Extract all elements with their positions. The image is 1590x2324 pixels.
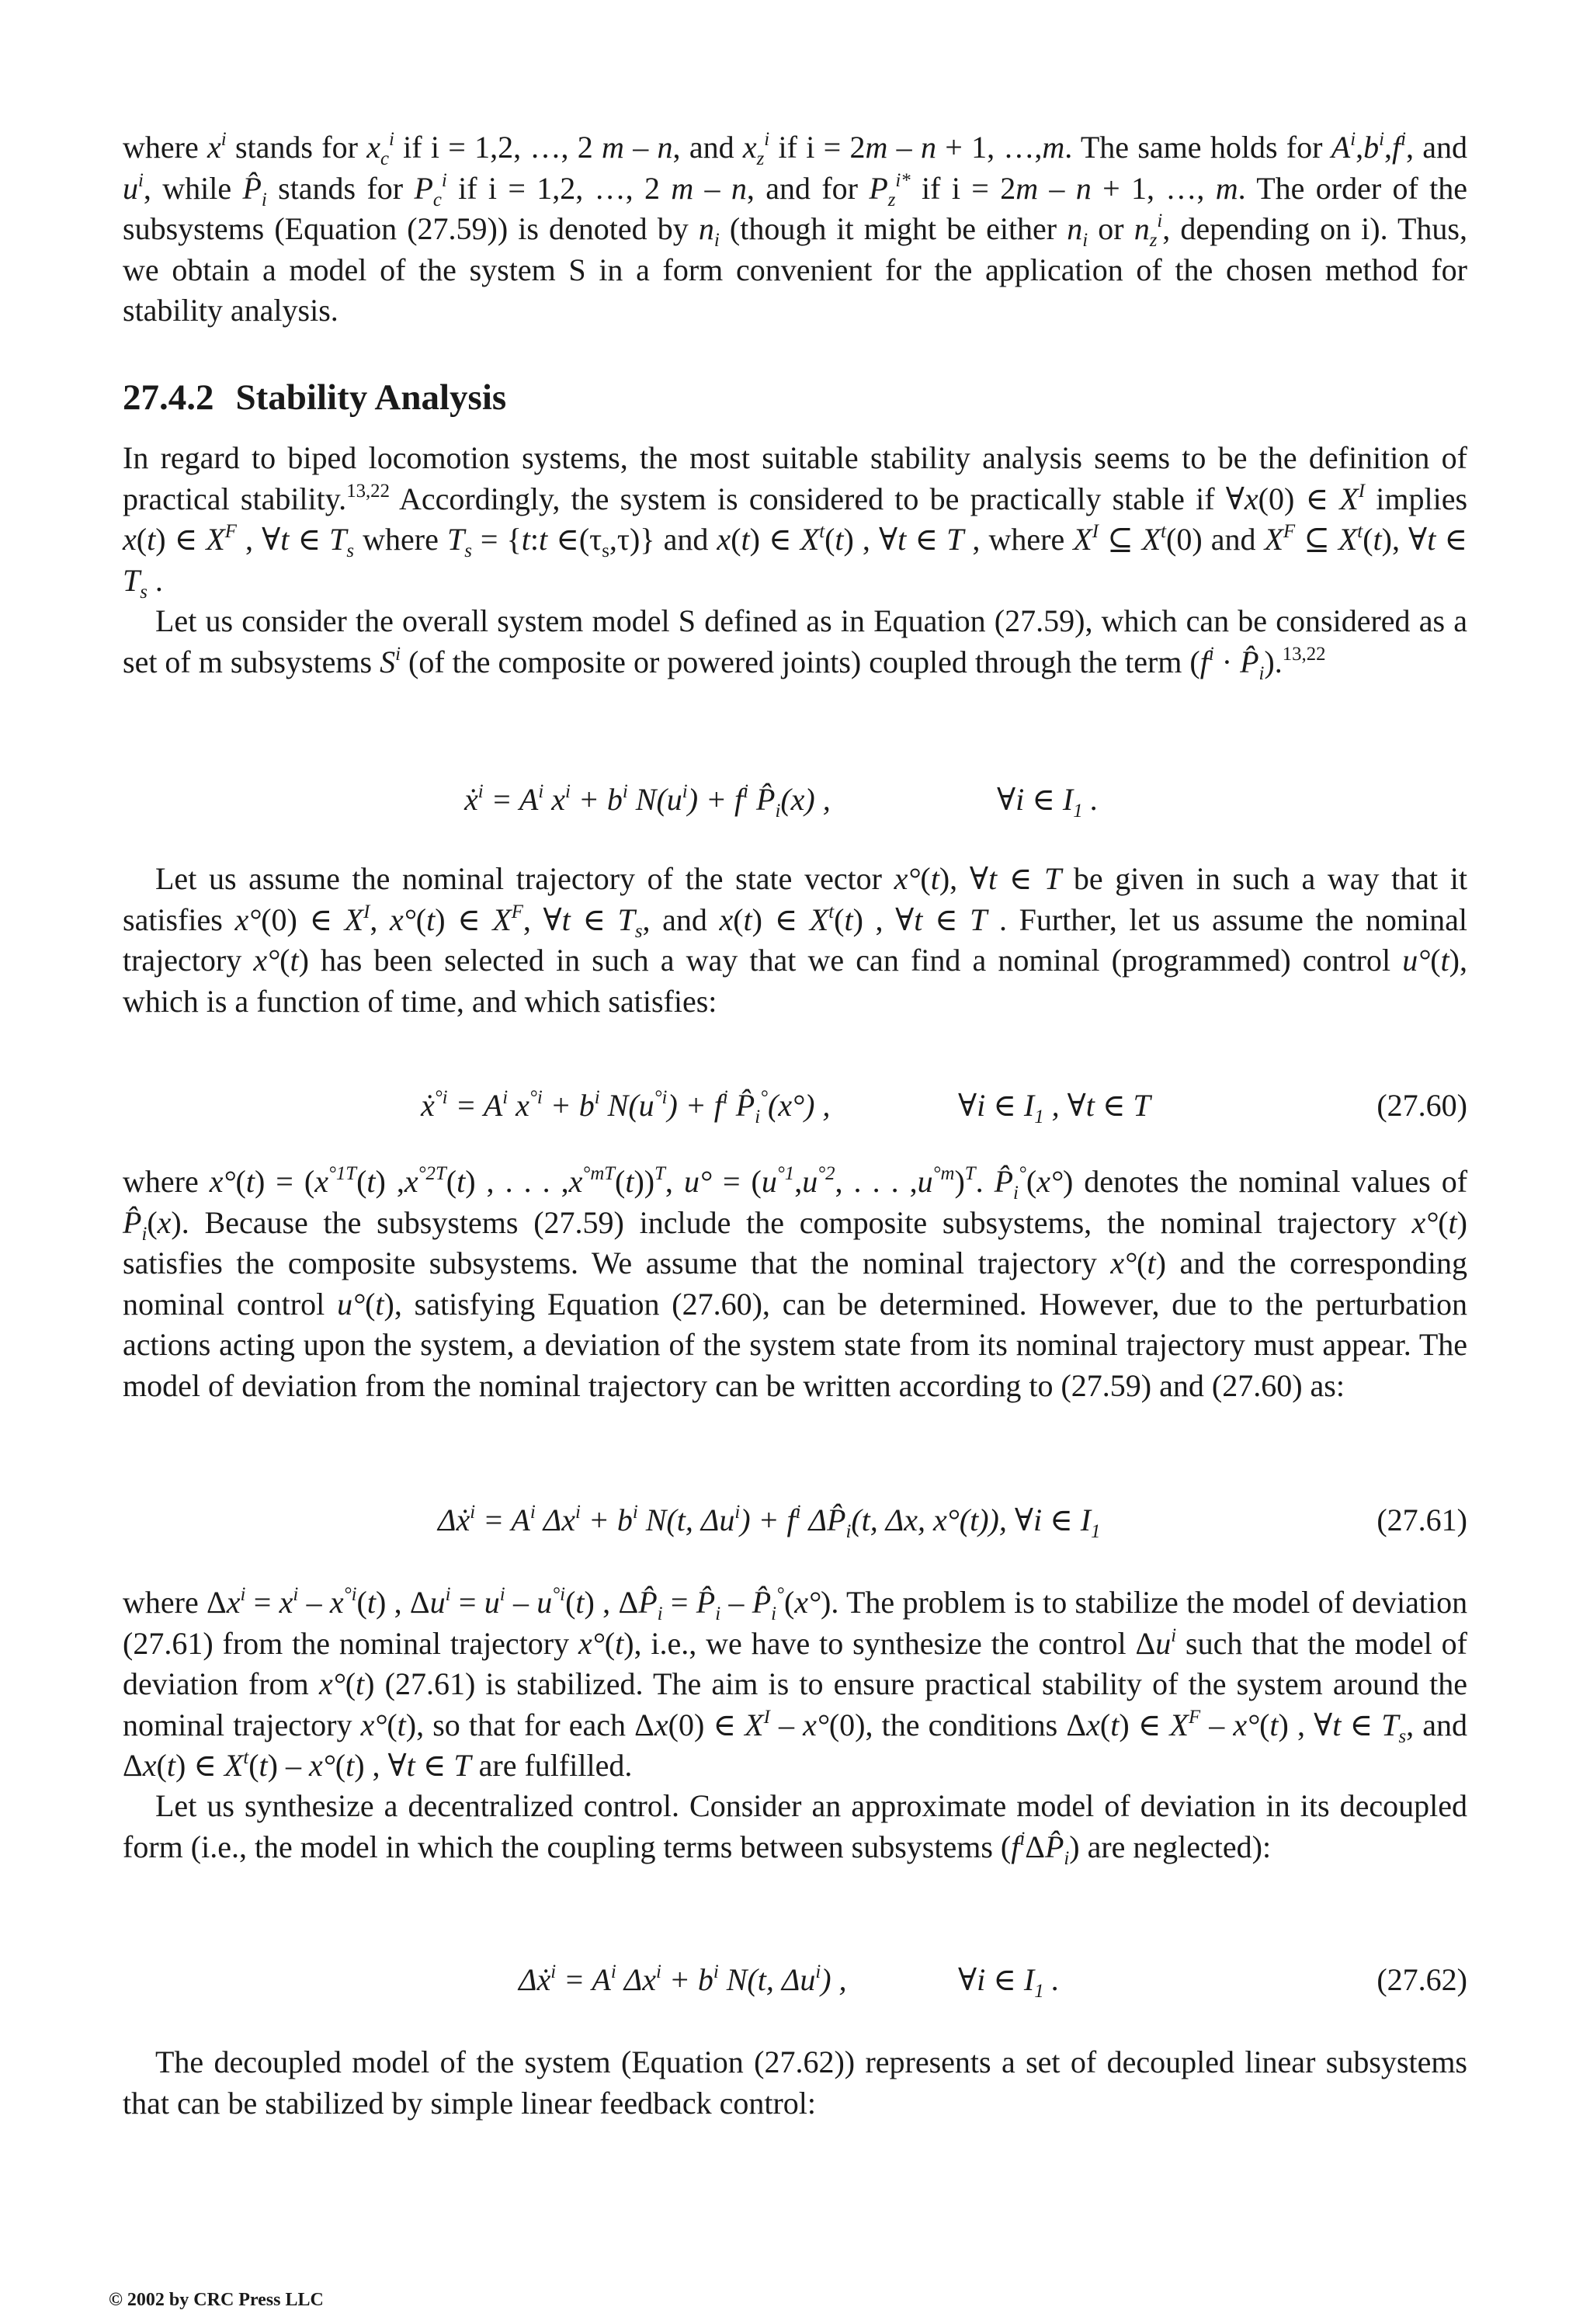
equation-label-27-62: (27.62): [1376, 1962, 1467, 1997]
section-title: Stability Analysis: [235, 377, 507, 418]
paragraph-practical-stability: In regard to biped locomotion systems, the most suitable stability analysis seems to be the definition of practical stability.$^{13,22}$ Accordingly, the system is considered to be practically stable if ∀x(0) ∈ $X^I$ implies x(t) ∈ $X^F$ , ∀t ∈ $T_s$ where $T_s$ = {t:t $\in(\tau_s,\tau)$} and x(t) ∈ $X^t(t)$ , ∀t ∈ T , where $X^I$ ⊆ $X^t(0)$ and $X^F$ ⊆ $X^t(t)$, ∀t ∈ $T_s$ .: [123, 440, 1468, 603]
equation-label-27-60: (27.60): [1376, 1088, 1467, 1123]
section-number: 27.4.2: [123, 377, 214, 418]
equation-subsystem: ẋ$^i$ = $A^i$ $x^i + b^i$ $N(u^i) + f^i$ $P̂_i(x)$ , ∀i ∈ $I_1$ .: [464, 781, 1099, 822]
paragraph-nominal-trajectory: Let us assume the nominal trajectory of the state vector x°(t), ∀t ∈ T be given in such a way that it satisfies x°(0) ∈ $X^I$, x°(t) ∈ $X^F$, ∀t ∈ $T_s$, and x(t) ∈ $X^t(t)$ , ∀t ∈ T . Further, let us assume the nominal trajectory x°(t) has been selected in such a way that we can find a nominal (programmed) control u°(t), which is a function of time, and which satisfies:: [123, 861, 1468, 1019]
paragraph-nominal-control: where $x^\circ(t) = (x^{^\circ 1T}(t)$ $,x^{^\circ 2T}(t)$ , . . . $,x^{^\circ mT}(t))^T$, $u^\circ = (u^{^\circ 1},u^{^\circ 2}$, . . . $,u^{^\circ m})^T$. $P̂_i^\circ(x^\circ)$ denotes the nominal values of $P̂_i(x)$. Because the subsystems (27.59) include the composite subsystems, the nominal trajectory x°(t) satisfies the composite subsystems. We assume that the nominal trajectory x°(t) and the corresponding nominal control u°(t), satisfying Equation (27.60), can be determined. However, due to the perturbation actions acting upon the system, a deviation of the system state from its nominal trajectory must appear. The model of deviation from the nominal trajectory can be written according to (27.59) and (27.60) as:: [123, 1163, 1468, 1403]
paragraph-intro: where $x^i$ stands for $x_c^i$ if i = 1,2, …, 2 m – n, and $x_z^i$ if i = 2m – n + 1, …,m. The same holds for $A^i,b^i,f^i$, and $u^i$, while $P̂_i$ stands for $P_c^i$ if i = 1,2, …, 2 m – n, and for $P_z^{i*}$ if i = 2m – n + 1, …, m. The order of the subsystems (Equation (27.59)) is denoted by $n_i$ (though it might be either $n_i$ or $n_z^i$, depending on i). Thus, we obtain a model of the system S in a form convenient for the application of the chosen method for stability analysis.: [123, 129, 1468, 328]
equation-27-61: Δẋ$^i$ = $A^i$ $\Delta x^i + b^i$ N(t, $\Delta u^i) + f^i$ $\Delta P̂_i(t$, Δx, x°(t)), ∀i ∈ $I_1$ (27.61): [123, 1497, 1467, 1544]
paragraph-decentralized-control: Let us synthesize a decentralized control. Consider an approximate model of deviation in its decoupled form (i.e., the model in which the coupling terms between subsystems $(f^i\Delta P̂_i)$ are neglected):: [123, 1788, 1467, 1869]
copyright-footer: © 2002 by CRC Press LLC: [109, 2290, 324, 2310]
section-heading: [123, 374, 506, 421]
paragraph-system-model: Let us consider the overall system model S defined as in Equation (27.59), which can be considered as a set of m subsystems $S^i$ (of the composite or powered joints) coupled through the term ($f^i$ · $P̂_i).^{13,22}$: [123, 603, 1467, 684]
paragraph-decoupled-model: The decoupled model of the system (Equation (27.62)) represents a set of decoupled linear subsystems that can be stabilized by simple linear feedback control:: [123, 2044, 1467, 2121]
equation-27-60: ẋ$^{^\circ i}$ = $A^i$ $x^{^\circ i} + b^i$ $N(u^{^\circ i}) + f^i$ $P̂_i^\circ(x^\circ)$ , ∀i ∈ $I_1$ , ∀t ∈ T (27.60): [123, 1082, 1467, 1129]
paragraph-deviation-model: where $\Delta x^i = x^i - x^{^\circ i}(t)$ , $\Delta u^i = u^i - u^{^\circ i}(t)$ , $\Delta P̂_i$ = $P̂_i$ – $P̂_i^\circ(x^\circ)$. The problem is to stabilize the model of deviation (27.61) from the nominal trajectory x°(t), i.e., we have to synthesize the control $\Delta u^i$ such that the model of deviation from x°(t) (27.61) is stabilized. The aim is to ensure practical stability of the system around the nominal trajectory x°(t), so that for each Δx(0) ∈ $X^I - x^\circ(0)$, the conditions Δx(t) ∈ $X^F - x^\circ(t)$ , ∀t ∈ $T_s$, and Δx(t) ∈ $X^t(t) - x^\circ(t)$ , ∀t ∈ T are fulfilled.: [123, 1584, 1468, 1783]
equation-27-62: Δẋ$^i$ = $A^i$ $\Delta x^i + b^i$ N(t, $\Delta u^i$) , ∀i ∈ $I_1$ . (27.62): [123, 1957, 1467, 2003]
equation-label-27-61: (27.61): [1376, 1502, 1467, 1537]
